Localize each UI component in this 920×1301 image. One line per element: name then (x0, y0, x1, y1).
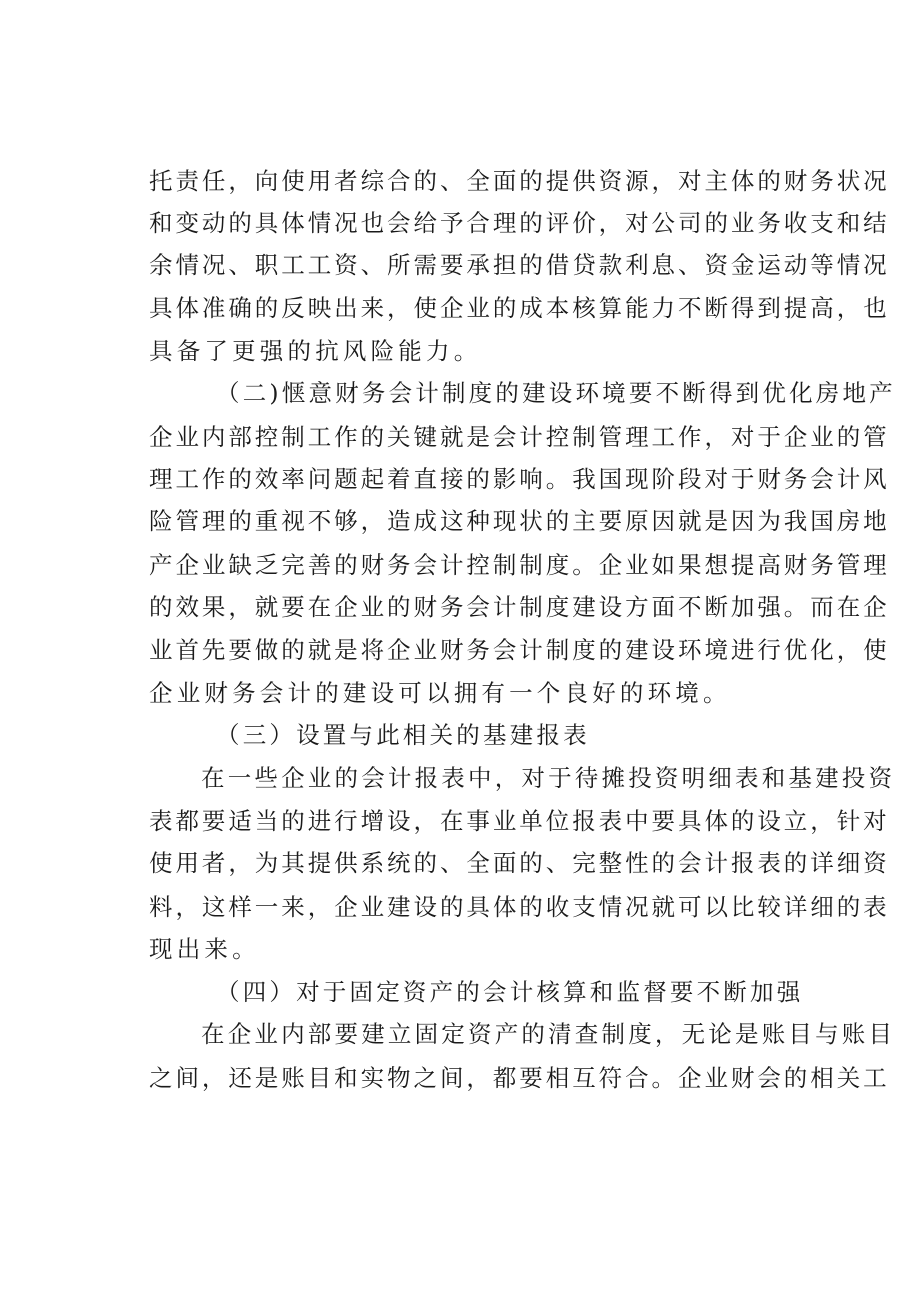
section-heading-3: （三）设置与此相关的基建报表 (216, 721, 590, 749)
paragraph-line: 料，这样一来，企业建设的具体的收支情况就可以比较详细的表 (149, 893, 890, 921)
paragraph-line: 理工作的效率问题起着直接的影响。我国现阶段对于财务会计风 (149, 465, 890, 493)
paragraph-line: 现出来。 (149, 935, 260, 963)
paragraph-line: 在一些企业的会计报表中，对于待摊投资明细表和基建投资 (201, 764, 896, 792)
paragraph-line: 的效果，就要在企业的财务会计制度建设方面不断加强。而在企 (149, 593, 890, 621)
paragraph-line: 表都要适当的进行增设，在事业单位报表中要具体的设立，针对 (149, 807, 890, 835)
paragraph-line: 在企业内部要建立固定资产的清查制度，无论是账目与账目 (201, 1020, 896, 1048)
paragraph-line: 托责任，向使用者综合的、全面的提供资源，对主体的财务状况 (149, 167, 890, 195)
paragraph-line: 产企业缺乏完善的财务会计控制制度。企业如果想提高财务管理 (149, 551, 890, 579)
section-heading-2: （二)惬意财务会计制度的建设环境要不断得到优化房地产 (216, 379, 896, 407)
paragraph-line: 具备了更强的抗风险能力。 (149, 337, 482, 365)
paragraph-line: 具体准确的反映出来，使企业的成本核算能力不断得到提高，也 (149, 294, 890, 322)
paragraph-line: 业首先要做的就是将企业财务会计制度的建设环境进行优化，使 (149, 636, 890, 664)
paragraph-line: 之间，还是账目和实物之间，都要相互符合。企业财会的相关工 (149, 1064, 890, 1092)
paragraph-line: 使用者，为其提供系统的、全面的、完整性的会计报表的详细资 (149, 849, 890, 877)
paragraph-line: 企业财务会计的建设可以拥有一个良好的环境。 (149, 679, 731, 707)
paragraph-line: 企业内部控制工作的关键就是会计控制管理工作，对于企业的管 (149, 423, 890, 451)
paragraph-line: 和变动的具体情况也会给予合理的评价，对公司的业务收支和结 (149, 209, 890, 237)
paragraph-line: 余情况、职工工资、所需要承担的借贷款利息、资金运动等情况 (149, 251, 890, 279)
paragraph-line: 险管理的重视不够，造成这种现状的主要原因就是因为我国房地 (149, 507, 890, 535)
section-heading-4: （四）对于固定资产的会计核算和监督要不断加强 (216, 978, 804, 1006)
